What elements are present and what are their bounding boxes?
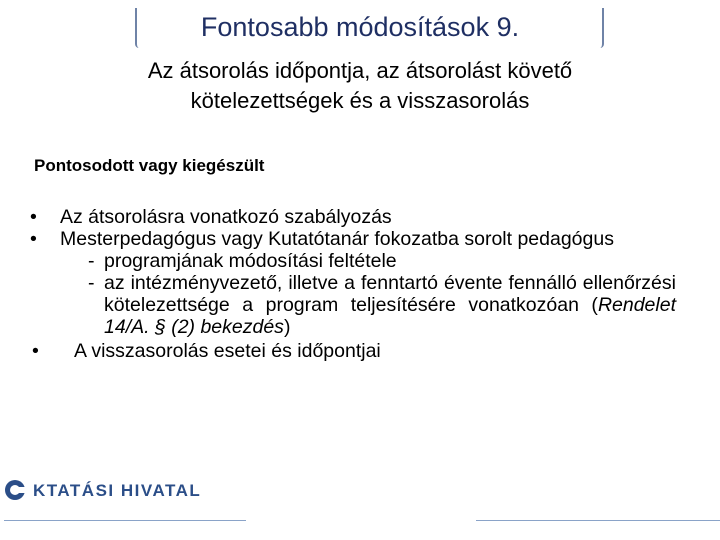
list-item: [30, 206, 676, 228]
bullet-list: [30, 206, 676, 362]
sub-list-item: [30, 250, 676, 272]
sub-list-item-text: az intézményvezető, illetve a fenntartó évente fennálló ellenőrzési kötelezettsége a program teljesítésére vonatkozóan (: [104, 272, 676, 316]
list-item-text: Mesterpedagógus vagy Kutatótanár fokozatba sorolt pedagógus: [60, 228, 614, 250]
logo-text: KTATÁSI HIVATAL: [33, 481, 202, 500]
dash-icon: -: [88, 272, 95, 294]
footer-divider-left: [4, 520, 246, 521]
closing-paren: ): [283, 316, 291, 338]
sub-list-item-text: programjának módosítási feltétele: [104, 250, 397, 272]
bullet-icon: •: [30, 228, 37, 250]
logo-o-icon: [4, 479, 26, 501]
status-note: Pontosodott vagy kiegészült: [34, 156, 265, 175]
regulation-reference: Rendelet 14/A. § (2) bekezdés: [104, 294, 676, 338]
list-item: [30, 228, 676, 250]
footer-divider-right: [476, 520, 720, 521]
list-item-text: Az átsorolásra vonatkozó szabályozás: [60, 206, 392, 228]
subtitle-line-1: Az átsorolás időpontja, az átsorolást követő: [147, 58, 573, 83]
list-item: [30, 340, 676, 362]
bullet-icon: •: [30, 206, 37, 228]
page-title: Fontosabb módosítások 9.: [200, 12, 520, 42]
sub-list-item: [30, 272, 676, 338]
page-subtitle: [40, 56, 680, 116]
subtitle-line-2: kötelezettségek és a visszasorolás: [190, 88, 530, 113]
oktatasi-hivatal-logo: [0, 477, 260, 507]
bullet-icon: •: [32, 340, 39, 362]
dash-icon: -: [88, 250, 95, 272]
list-item-text: A visszasorolás esetei és időpontjai: [74, 340, 381, 362]
